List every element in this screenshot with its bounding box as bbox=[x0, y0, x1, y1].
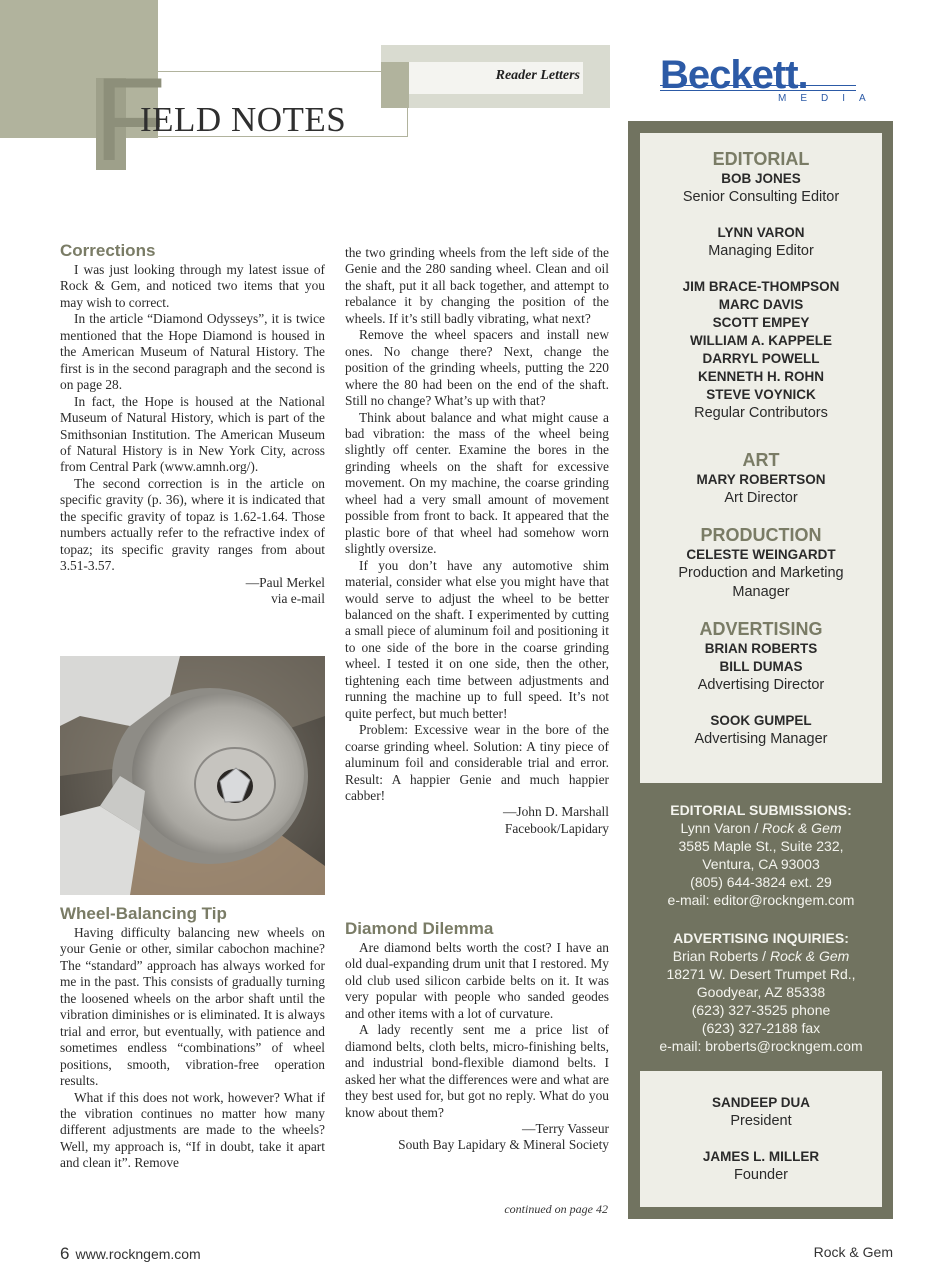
logo-word: Beckett. bbox=[660, 53, 808, 97]
wheel-balancing-paragraph: Having difficulty balancing new wheels on your Genie or other, similar cabochon machine? The “standard” approach has always worked for me in the past. This consists of gradually turning the loosened wheels on the arbor shaft until the vibration diminishes or is eliminated. It is always trial and error, but eventually, with patience and sometimes endless “combinations” of wheel positions, smooth, vibration-free operation results. bbox=[60, 925, 325, 1089]
art-heading: ART bbox=[742, 450, 780, 470]
wheel-balancing-paragraph: What if this does not work, however? What if the vibration continues no matter how many different adjustments are made to the wheels? Well, my approach is, “If in doubt, take it apart and clean it”. Remove bbox=[60, 1089, 325, 1171]
contributor-name: STEVE VOYNICK bbox=[706, 387, 816, 402]
contributor-name: WILLIAM A. KAPPELE bbox=[690, 333, 832, 348]
submissions-city: Ventura, CA 93003 bbox=[702, 856, 820, 872]
staff-name: BRIAN ROBERTS bbox=[704, 641, 818, 656]
staff-name: LYNN VARON bbox=[717, 225, 805, 240]
staff-name: BOB JONES bbox=[721, 171, 801, 186]
inquiries-publication: Rock & Gem bbox=[769, 948, 850, 964]
production-block bbox=[640, 524, 882, 602]
diamond-paragraph: Are diamond belts worth the cost? I have an old dual-expanding drum unit that I restored. My old club used silicon carbide belts on it. It was very popular with people who sanded geodes and other items with a lot of curvature. bbox=[345, 940, 609, 1021]
wheel-continued-paragraph: Think about balance and what might cause a bad vibration: the mass of the wheel being slightly off center. Examine the bores in the grinding wheels on the shaft for excessive movement. On my machine, the coarse grinding wheel had a very small amount of movement possible from front to back. It appeared that the plastic bore of that wheel had somehow worn slightly oversize. bbox=[345, 409, 609, 557]
submissions-publication: Rock & Gem bbox=[762, 820, 842, 836]
inquiries-contact bbox=[640, 947, 882, 965]
section-initial: F bbox=[94, 54, 167, 186]
production-heading: PRODUCTION bbox=[700, 525, 822, 545]
advertising-heading: ADVERTISING bbox=[699, 619, 823, 639]
staff-name: MARY ROBERTSON bbox=[696, 472, 826, 487]
beckett-media-logo bbox=[660, 53, 880, 105]
staff-role: Advertising Director bbox=[697, 677, 825, 693]
officers-block bbox=[640, 1094, 882, 1185]
officer-name: SANDEEP DUA bbox=[711, 1095, 811, 1110]
grinding-wheel-photo bbox=[60, 656, 325, 895]
inquiries-name: Brian Roberts / bbox=[672, 948, 770, 964]
logo-subtitle: MEDIA bbox=[778, 93, 880, 104]
contributor-name: JIM BRACE-THOMPSON bbox=[682, 279, 840, 294]
submissions-block bbox=[640, 801, 882, 909]
reader-letters-accent bbox=[381, 62, 409, 108]
staff-role: Manager bbox=[732, 584, 790, 600]
wheel-continued-paragraph: Problem: Excessive wear in the bore of the coarse grinding wheel. Solution: A tiny piece of aluminum foil and considerable trial and error. Result: A happier Genie and much happier cabber! bbox=[345, 722, 609, 803]
staff-role: Regular Contributors bbox=[694, 405, 828, 421]
corrections-signature: —Paul Merkel bbox=[245, 574, 325, 590]
footer-left bbox=[60, 1244, 201, 1264]
continued-note: continued on page 42 bbox=[504, 1202, 608, 1216]
staff-role: Production and Marketing bbox=[678, 565, 844, 581]
submissions-heading: EDITORIAL SUBMISSIONS: bbox=[670, 802, 852, 818]
staff-role: Art Director bbox=[724, 490, 798, 506]
staff-role: Senior Consulting Editor bbox=[682, 189, 840, 205]
submissions-address: 3585 Maple St., Suite 232, bbox=[678, 838, 844, 854]
wheel-continued-paragraph: Remove the wheel spacers and install new ones. No change there? Next, change the position of the grinding wheels, putting the 220 where the 80 had been on the end of the shaft. Still no change? What’s up with that? bbox=[345, 327, 609, 409]
corrections-signature-source: via e-mail bbox=[271, 591, 325, 607]
inquiries-fax: (623) 327-2188 fax bbox=[701, 1020, 821, 1036]
inquiries-email: e-mail: broberts@rockngem.com bbox=[659, 1038, 863, 1054]
contributor-name: MARC DAVIS bbox=[718, 297, 804, 312]
wheel-signature: —John D. Marshall bbox=[502, 804, 609, 820]
corrections-letter bbox=[60, 240, 325, 608]
inquiries-address: 18271 W. Desert Trumpet Rd., bbox=[666, 966, 856, 982]
submissions-email: e-mail: editor@rockngem.com bbox=[667, 892, 855, 908]
contributor-name: SCOTT EMPEY bbox=[712, 315, 810, 330]
staff-name: SOOK GUMPEL bbox=[710, 713, 812, 728]
corrections-paragraph: In the article “Diamond Odysseys”, it is twice mentioned that the Hope Diamond is housed in the American Museum of Natural History. The first is in the second paragraph and the second is on page 28. bbox=[60, 311, 325, 393]
reader-letters-label: Reader Letters bbox=[495, 68, 580, 83]
inquiries-phone: (623) 327-3525 phone bbox=[691, 1002, 831, 1018]
staff-role: Advertising Manager bbox=[694, 731, 828, 747]
contributor-name: KENNETH H. ROHN bbox=[697, 369, 824, 384]
corrections-heading: Corrections bbox=[60, 241, 156, 260]
contributor-name: DARRYL POWELL bbox=[702, 351, 820, 366]
submissions-name: Lynn Varon / bbox=[680, 820, 763, 836]
staff-name: BILL DUMAS bbox=[719, 659, 803, 674]
inquiries-city: Goodyear, AZ 85338 bbox=[696, 984, 826, 1000]
corrections-paragraph: I was just looking through my latest issue of Rock & Gem, and noticed two items that you may wish to correct. bbox=[60, 262, 325, 310]
officer-role: Founder bbox=[733, 1167, 788, 1183]
inquiries-block bbox=[640, 929, 882, 1055]
footer-url: www.rockngem.com bbox=[75, 1246, 201, 1262]
section-title: IELD NOTES bbox=[140, 100, 347, 139]
wheel-balancing-letter bbox=[60, 903, 325, 1172]
editorial-block bbox=[640, 148, 882, 423]
wheel-continued-paragraph: If you don’t have any automotive shim material, consider what else you might have that would serve to adjust the wheel to be better balanced on the shaft. I experimented by cutting a small piece of aluminum foil and positioning it to one side of the bore in the coarse grinding wheel. I tested it on one side, then the other, tightening each time between adjustments and running the machine up to full speed. It’s not quite perfect, but much better! bbox=[345, 557, 609, 721]
page-number: 6 bbox=[60, 1244, 70, 1263]
editorial-heading: EDITORIAL bbox=[712, 149, 810, 169]
officer-role: President bbox=[730, 1113, 792, 1129]
diamond-dilemma-heading: Diamond Dilemma bbox=[345, 919, 494, 938]
diamond-dilemma-letter bbox=[345, 918, 609, 1154]
diamond-signature-source: South Bay Lapidary & Mineral Society bbox=[398, 1137, 609, 1153]
submissions-phone: (805) 644-3824 ext. 29 bbox=[690, 874, 832, 890]
staff-name: CELESTE WEINGARDT bbox=[686, 547, 836, 562]
art-block bbox=[640, 449, 882, 508]
submissions-contact bbox=[640, 819, 882, 837]
wheel-signature-source: Facebook/Lapidary bbox=[504, 820, 609, 836]
corrections-paragraph: In fact, the Hope is housed at the National Museum of Natural History, which is part of the Smithsonian Institution. The American Museum of Natural History is in New York City, across from Central Park (www.amnh.org/). bbox=[60, 393, 325, 475]
wheel-balancing-heading: Wheel-Balancing Tip bbox=[60, 904, 227, 923]
diamond-paragraph: A lady recently sent me a price list of diamond belts, cloth belts, micro-finishing belts, and industrial bond-flexible diamond belts. I asked her what the differences were and what are they best used for, but got no reply. What do you know about them? bbox=[345, 1022, 609, 1120]
wheel-balancing-continued bbox=[345, 245, 609, 837]
wheel-continued-lead: the two grinding wheels from the left side of the Genie and the 280 sanding wheel. Clean and oil the shaft, put it all back together, and attempt to rebalance it by changing the position of the wheels. If it’s still badly vibrating, what next? bbox=[345, 245, 609, 326]
inquiries-heading: ADVERTISING INQUIRIES: bbox=[673, 930, 849, 946]
staff-role: Managing Editor bbox=[708, 243, 814, 259]
corrections-paragraph: The second correction is in the article on specific gravity (p. 36), where it is indicated that the specific gravity of topaz is 1.62-1.64. Those numbers actually refer to the refractive index of topaz; its specific gravity ranges from about 3.51-3.57. bbox=[60, 475, 325, 574]
diamond-signature: —Terry Vasseur bbox=[522, 1120, 609, 1136]
footer-magazine: Rock & Gem bbox=[813, 1244, 893, 1260]
advertising-block bbox=[640, 618, 882, 749]
officer-name: JAMES L. MILLER bbox=[702, 1149, 820, 1164]
